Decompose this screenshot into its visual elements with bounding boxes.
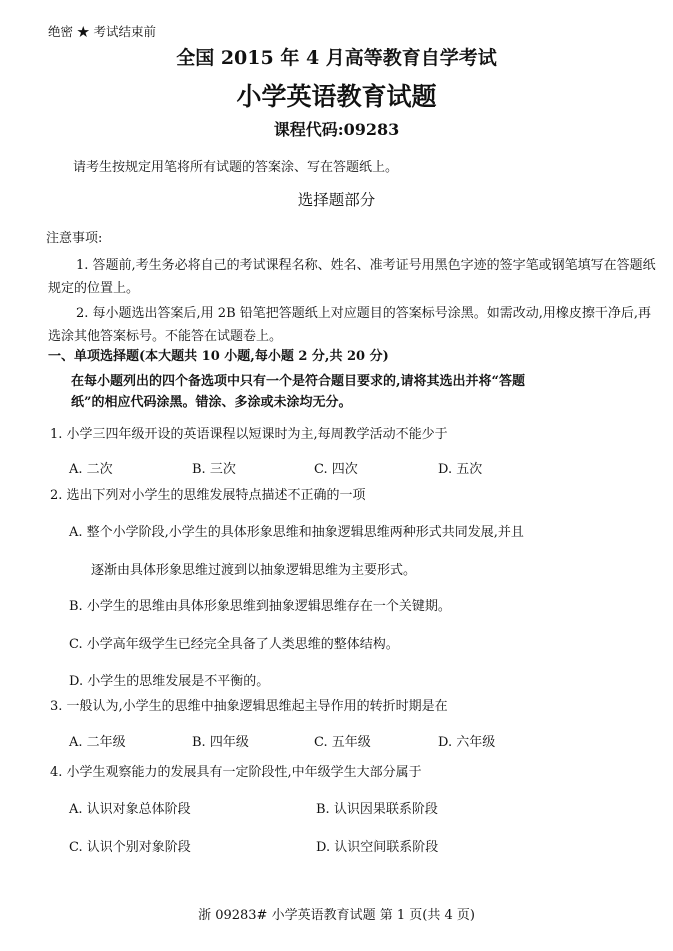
question-stem xyxy=(50,427,448,443)
question-number: 1. xyxy=(50,427,63,442)
option: A. 认识对象总体阶段 xyxy=(69,802,191,817)
note-item: 1. 答题前,考生务必将自己的考试课程名称、姓名、准考证号用黑色字迹的签字笔或钢笔填写在答题纸规定的位置上。 xyxy=(48,258,656,296)
answer-instruction: 请考生按规定用笔将所有试题的答案涂、写在答题纸上。 xyxy=(73,160,399,175)
option: A. 整个小学阶段,小学生的具体形象思维和抽象逻辑思维两种形式共同发展,并且 xyxy=(69,525,524,540)
option: A. 二次 xyxy=(69,462,113,477)
exam-title: 全国 2015 年 4 月高等教育自学考试 xyxy=(176,47,497,69)
note-item: 2. 每小题选出答案后,用 2B 铅笔把答题纸上对应题目的答案标号涂黑。如需改动,用橡皮擦干净后,再选涂其他答案标号。不能答在试题卷上。 xyxy=(48,306,652,344)
page-footer: 浙 09283# 小学英语教育试题 第 1 页(共 4 页) xyxy=(198,908,475,923)
option: D. 认识空间联系阶段 xyxy=(316,840,439,855)
option: B. 小学生的思维由具体形象思维到抽象逻辑思维存在一个关键期。 xyxy=(69,599,451,614)
question-text: 小学三四年级开设的英语课程以短课时为主,每周教学活动不能少于 xyxy=(66,427,448,442)
option: D. 六年级 xyxy=(438,735,496,750)
question-text: 选出下列对小学生的思维发展特点描述不正确的一项 xyxy=(66,488,366,503)
option: C. 小学高年级学生已经完全具备了人类思维的整体结构。 xyxy=(69,637,399,652)
option-continuation: 逐渐由具体形象思维过渡到以抽象逻辑思维为主要形式。 xyxy=(91,563,417,578)
option: B. 认识因果联系阶段 xyxy=(316,802,438,817)
section-heading: 选择题部分 xyxy=(297,191,376,209)
option: B. 四年级 xyxy=(192,735,249,750)
question-text: 小学生观察能力的发展具有一定阶段性,中年级学生大部分属于 xyxy=(66,765,422,780)
question-stem xyxy=(50,699,448,715)
part-description: 在每小题列出的四个备选项中只有一个是符合题目要求的,请将其选出并将“答题纸”的相应代码涂黑。错涂、多涂或未涂均无分。 xyxy=(71,374,526,410)
option: A. 二年级 xyxy=(69,735,126,750)
part-title: 一、单项选择题(本大题共 10 小题,每小题 2 分,共 20 分) xyxy=(48,349,389,364)
question-stem xyxy=(50,765,422,781)
option: D. 五次 xyxy=(438,462,483,477)
question-number: 2. xyxy=(50,488,63,503)
option: C. 四次 xyxy=(314,462,358,477)
subject-title: 小学英语教育试题 xyxy=(236,82,437,111)
question-stem xyxy=(50,488,366,504)
option: C. 认识个别对象阶段 xyxy=(69,840,191,855)
option: B. 三次 xyxy=(192,462,236,477)
option: D. 小学生的思维发展是不平衡的。 xyxy=(69,674,270,689)
question-number: 4. xyxy=(50,765,63,780)
question-number: 3. xyxy=(50,699,63,714)
course-code: 课程代码:09283 xyxy=(273,120,400,139)
question-text: 一般认为,小学生的思维中抽象逻辑思维起主导作用的转折时期是在 xyxy=(66,699,448,714)
option: C. 五年级 xyxy=(314,735,371,750)
secret-mark: 绝密 ★ 考试结束前 xyxy=(48,24,156,39)
notes-title: 注意事项: xyxy=(46,231,103,246)
